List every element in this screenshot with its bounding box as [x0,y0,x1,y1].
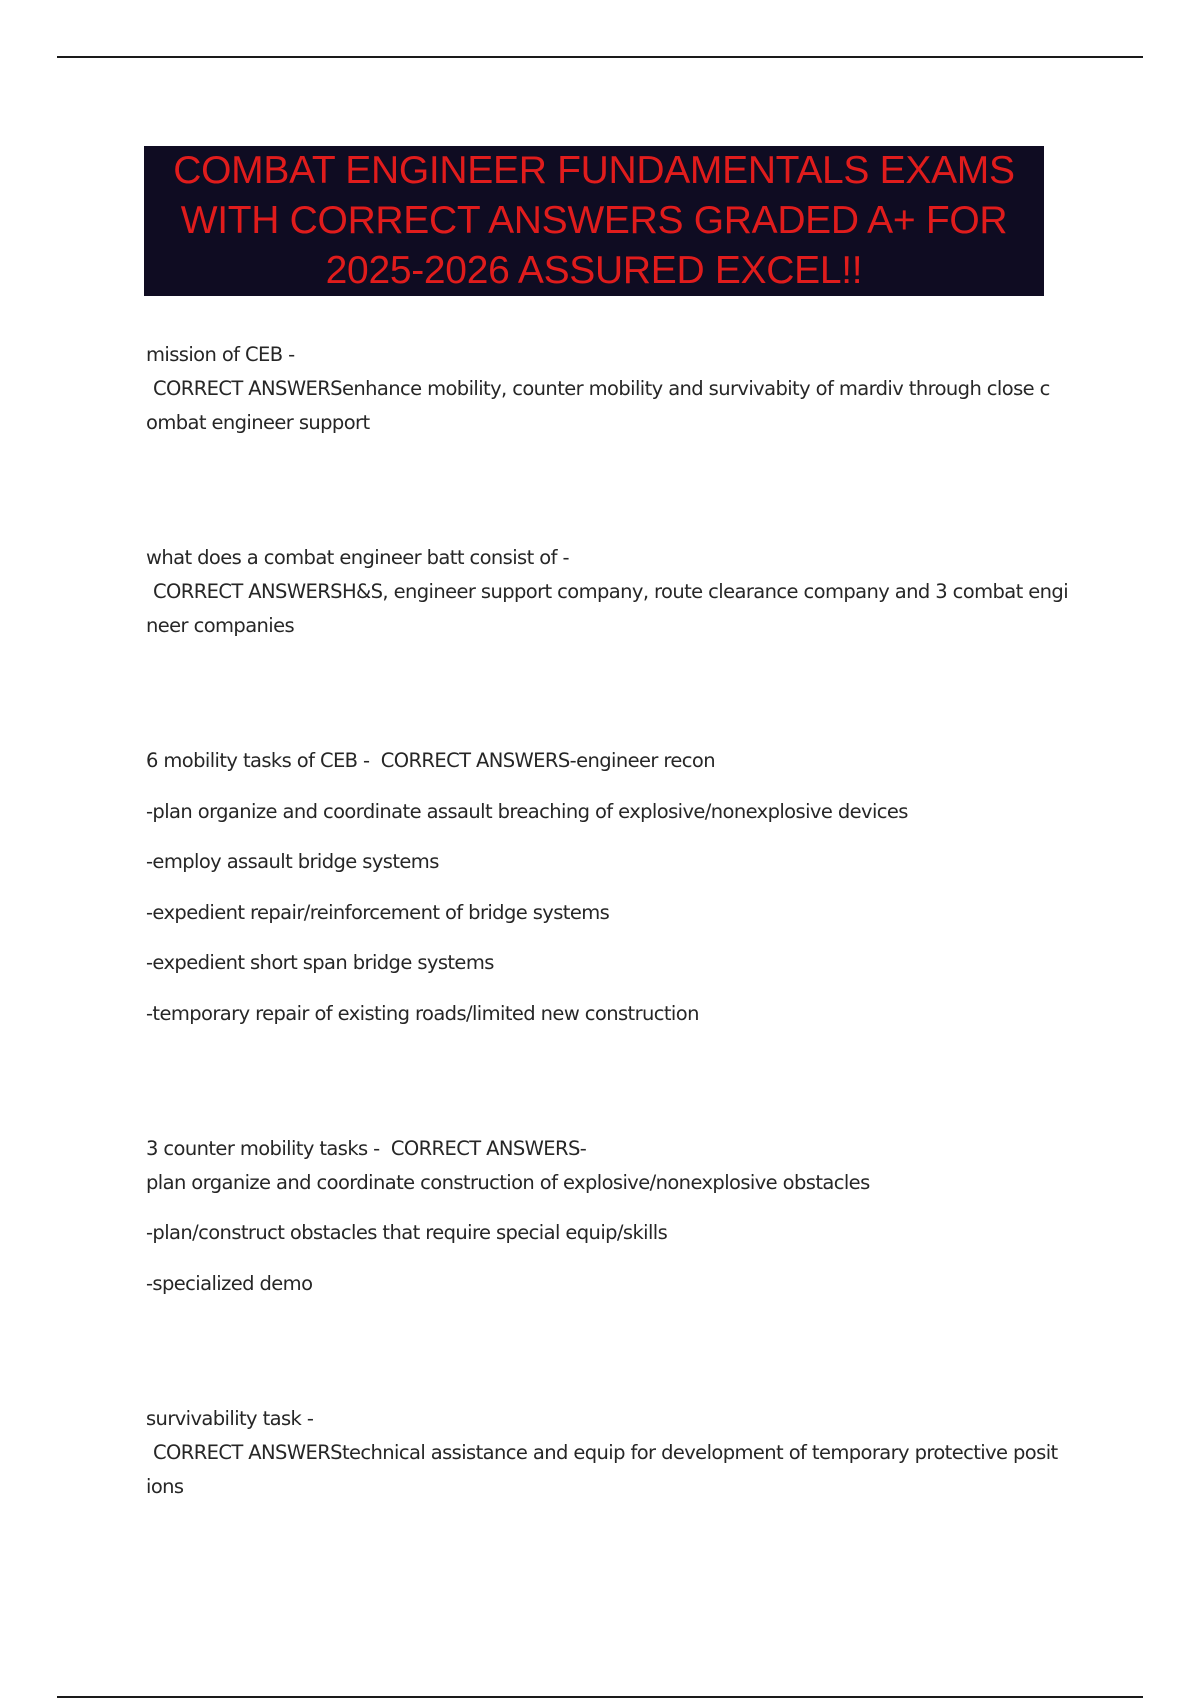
question-text: survivability task - [146,1406,314,1430]
answer-block [146,372,1106,440]
answer-continuation: ombat engineer support [146,411,370,434]
bottom-rule [57,1696,1143,1698]
qa-item-counter-mobility-tasks [146,1132,1106,1301]
top-rule [57,56,1143,58]
list-item: -temporary repair of existing roads/limited new construction [146,1001,699,1025]
answer-block [146,575,1106,643]
answer-text: CORRECT ANSWERSH&S, engineer support company, route clearance company and 3 combat engi [153,580,1069,603]
list-item: -expedient repair/reinforcement of bridge systems [146,900,610,924]
question-text: what does a combat engineer batt consist of - [146,546,569,569]
answer-text: CORRECT ANSWERSenhance mobility, counter mobility and survivabity of mardiv through close c [153,377,1050,400]
list-item: -plan/construct obstacles that require special equip/skills [146,1221,668,1244]
question-text: 3 counter mobility tasks - CORRECT ANSWERS- [146,1136,587,1160]
answer-continuation: ions [146,1474,184,1498]
title-banner [144,146,1044,296]
answer-continuation: neer companies [146,614,295,637]
list-item: -specialized demo [146,1271,313,1295]
list-item: -employ assault bridge systems [146,850,439,873]
question-text: mission of CEB - [146,343,295,366]
question-with-answer-text: 6 mobility tasks of CEB - CORRECT ANSWERS-engineer recon [146,749,715,772]
answer-text: CORRECT ANSWERStechnical assistance and equip for development of temporary protective posit [153,1440,1058,1464]
list-item: -expedient short span bridge systems [146,951,494,974]
list-item: -plan organize and coordinate assault breaching of explosive/nonexplosive devices [146,799,908,823]
answer-block [146,1436,1106,1504]
document-title: COMBAT ENGINEER FUNDAMENTALS EXAMS WITH CORRECT ANSWERS GRADED A+ FOR 2025-2026 ASSURED EXCEL!! [173,149,1015,292]
qa-item-survivability-task [146,1402,1106,1504]
qa-item-combat-engineer-batt [146,541,1106,643]
qa-item-mission-of-ceb [146,338,1106,440]
answer-continuation: plan organize and coordinate construction of explosive/nonexplosive obstacles [146,1170,870,1194]
qa-item-mobility-tasks [146,744,1106,1031]
document-body [146,338,1106,1504]
